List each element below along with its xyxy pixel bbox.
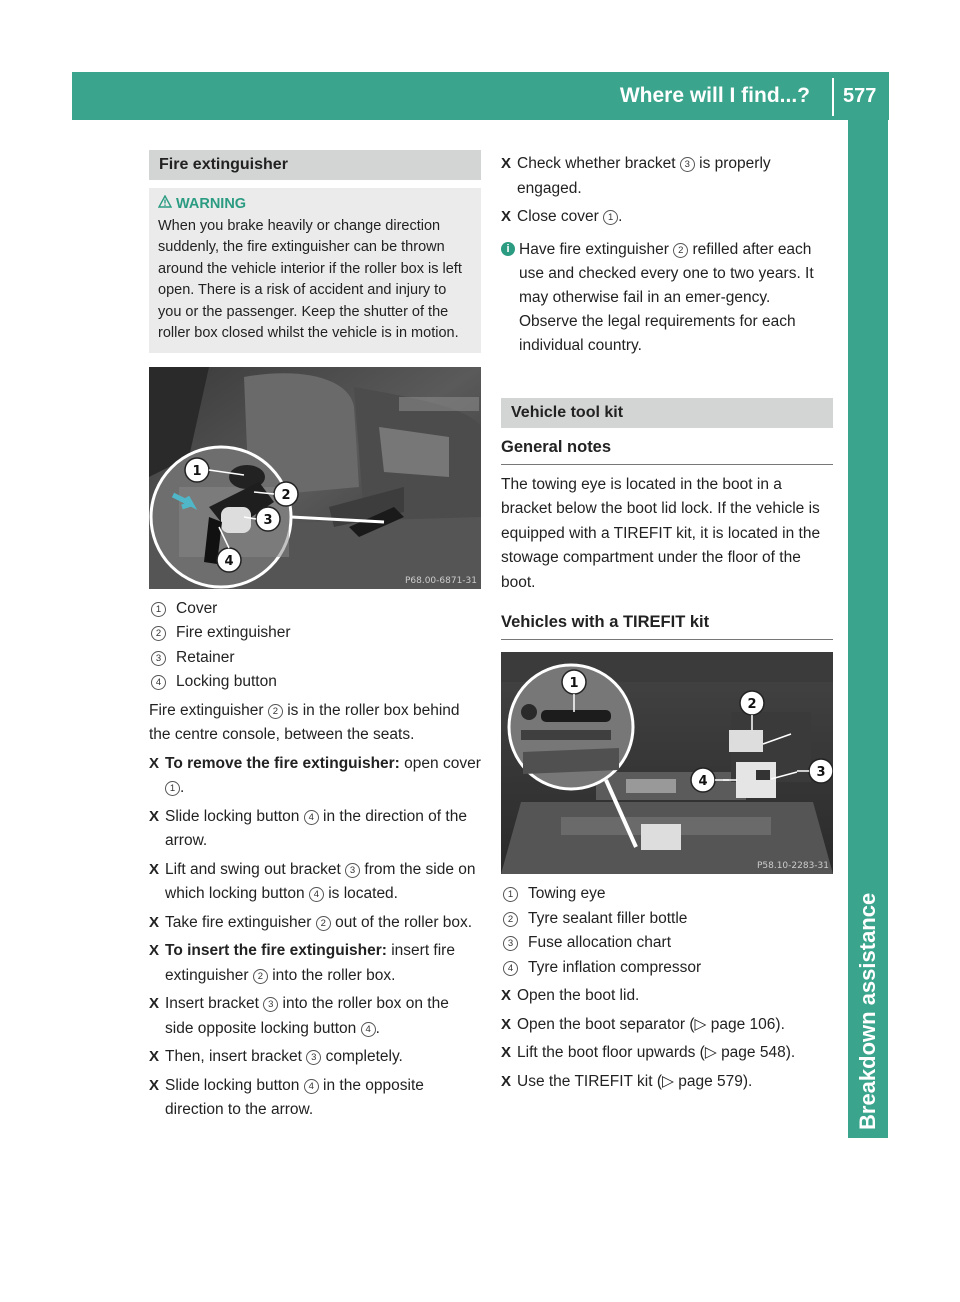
right-column xyxy=(501,150,833,1094)
fire-extinguisher-figure xyxy=(149,367,481,589)
step: X Lift and swing out bracket 3 from the side on which locking button 4 is located. xyxy=(149,860,476,902)
step: X To remove the fire extinguisher: open cover 1 . xyxy=(149,754,481,796)
page-reference-link[interactable]: page 106 xyxy=(710,1015,776,1033)
step: X Check whether bracket 3 is properly engaged. xyxy=(501,155,771,197)
callout-2: 2 xyxy=(281,487,291,503)
step: X Use the TIREFIT kit (▷ page 579). xyxy=(501,1072,753,1090)
callout-1: 1 xyxy=(569,676,579,691)
section-title-fire-extinguisher: Fire extinguisher xyxy=(149,150,481,180)
step: X Slide locking button 4 in the opposite direction to the arrow. xyxy=(149,1076,424,1118)
page-reference-link[interactable]: page 579 xyxy=(678,1072,743,1090)
page-ref-arrow-icon: ▷ xyxy=(704,1044,722,1061)
callout-1: 1 xyxy=(192,463,202,479)
step: X Close cover 1 . xyxy=(501,208,623,225)
page-ref-arrow-icon: ▷ xyxy=(662,1072,679,1090)
legend-item: 4 Locking button xyxy=(149,670,481,695)
callout-4: 4 xyxy=(698,774,708,789)
legend-item: 2 Fire extinguisher xyxy=(149,621,481,646)
step: X Open the boot lid. xyxy=(501,987,640,1004)
legend-item: 3 Retainer xyxy=(149,646,481,671)
page-number: 577 xyxy=(843,85,877,107)
page-ref-arrow-icon: ▷ xyxy=(694,1015,711,1033)
callout-3: 3 xyxy=(816,765,826,780)
step: X Lift the boot floor upwards (▷ page 548). xyxy=(501,1044,796,1061)
step: X Then, insert bracket 3 completely. xyxy=(149,1048,403,1065)
warning-text: When you brake heavily or change direction suddenly, the fire extinguisher can be thrown around the vehicle interior if the roller box is left open. There is a risk of accident and injury to you or the passenger. Keep the shutter of the roller box closed whilst the vehicle is in motion. xyxy=(158,217,462,341)
step: X To insert the fire extinguisher: insert fire extinguisher 2 into the roller box. xyxy=(149,942,455,984)
warning-icon xyxy=(158,194,176,216)
warning-heading: WARNING xyxy=(158,194,473,216)
chapter-title: Where will I find...? xyxy=(619,84,810,107)
subheading-tirefit: Vehicles with a TIREFIT kit xyxy=(501,611,833,640)
figure-code: P68.00-6871-31 xyxy=(404,575,477,586)
page-reference-link[interactable]: page 548 xyxy=(721,1044,786,1061)
warning-box xyxy=(149,188,481,353)
info-note: i Have fire extinguisher 2 refilled after each use and checked every one to two years. It may otherwise fail in an emer-gency. Observe the legal requirements for each individual country. xyxy=(501,238,833,358)
intro-paragraph: Fire extinguisher 2 is in the roller box behind the centre console, between the seats. xyxy=(149,701,460,743)
step: X Open the boot separator (▷ page 106). xyxy=(501,1015,785,1033)
legend-right xyxy=(501,882,833,980)
header-divider xyxy=(832,78,834,116)
figure-code: P58.10-2283-31 xyxy=(756,861,829,871)
step: X Slide locking button 4 in the direction of the arrow. xyxy=(149,807,467,849)
legend-item: 1 Cover xyxy=(149,597,481,622)
left-column xyxy=(149,150,481,1123)
side-tab-label: Breakdown assistance xyxy=(855,892,880,1130)
legend-item: 2 Tyre sealant filler bottle xyxy=(501,907,833,932)
general-notes-text: The towing eye is located in the boot in a bracket below the boot lid lock. If the vehicle is equipped with a TIREFIT kit, it is located in the stowage compartment under the floor of the boot. xyxy=(501,475,821,591)
step: X Insert bracket 3 into the roller box on the side opposite locking button 4 . xyxy=(149,995,449,1037)
legend-left xyxy=(149,597,481,695)
legend-item: 1 Towing eye xyxy=(501,882,833,907)
section-title-vehicle-tool-kit: Vehicle tool kit xyxy=(501,398,833,428)
legend-item: 4 Tyre inflation compressor xyxy=(501,956,833,981)
legend-item: 3 Fuse allocation chart xyxy=(501,931,833,956)
callout-4: 4 xyxy=(224,553,234,569)
tool-kit-figure xyxy=(501,652,833,874)
step: X Take fire extinguisher 2 out of the roller box. xyxy=(149,913,473,931)
info-icon: i xyxy=(501,242,515,256)
subheading-general-notes: General notes xyxy=(501,436,833,465)
callout-3: 3 xyxy=(263,512,273,528)
callout-2: 2 xyxy=(747,697,757,712)
